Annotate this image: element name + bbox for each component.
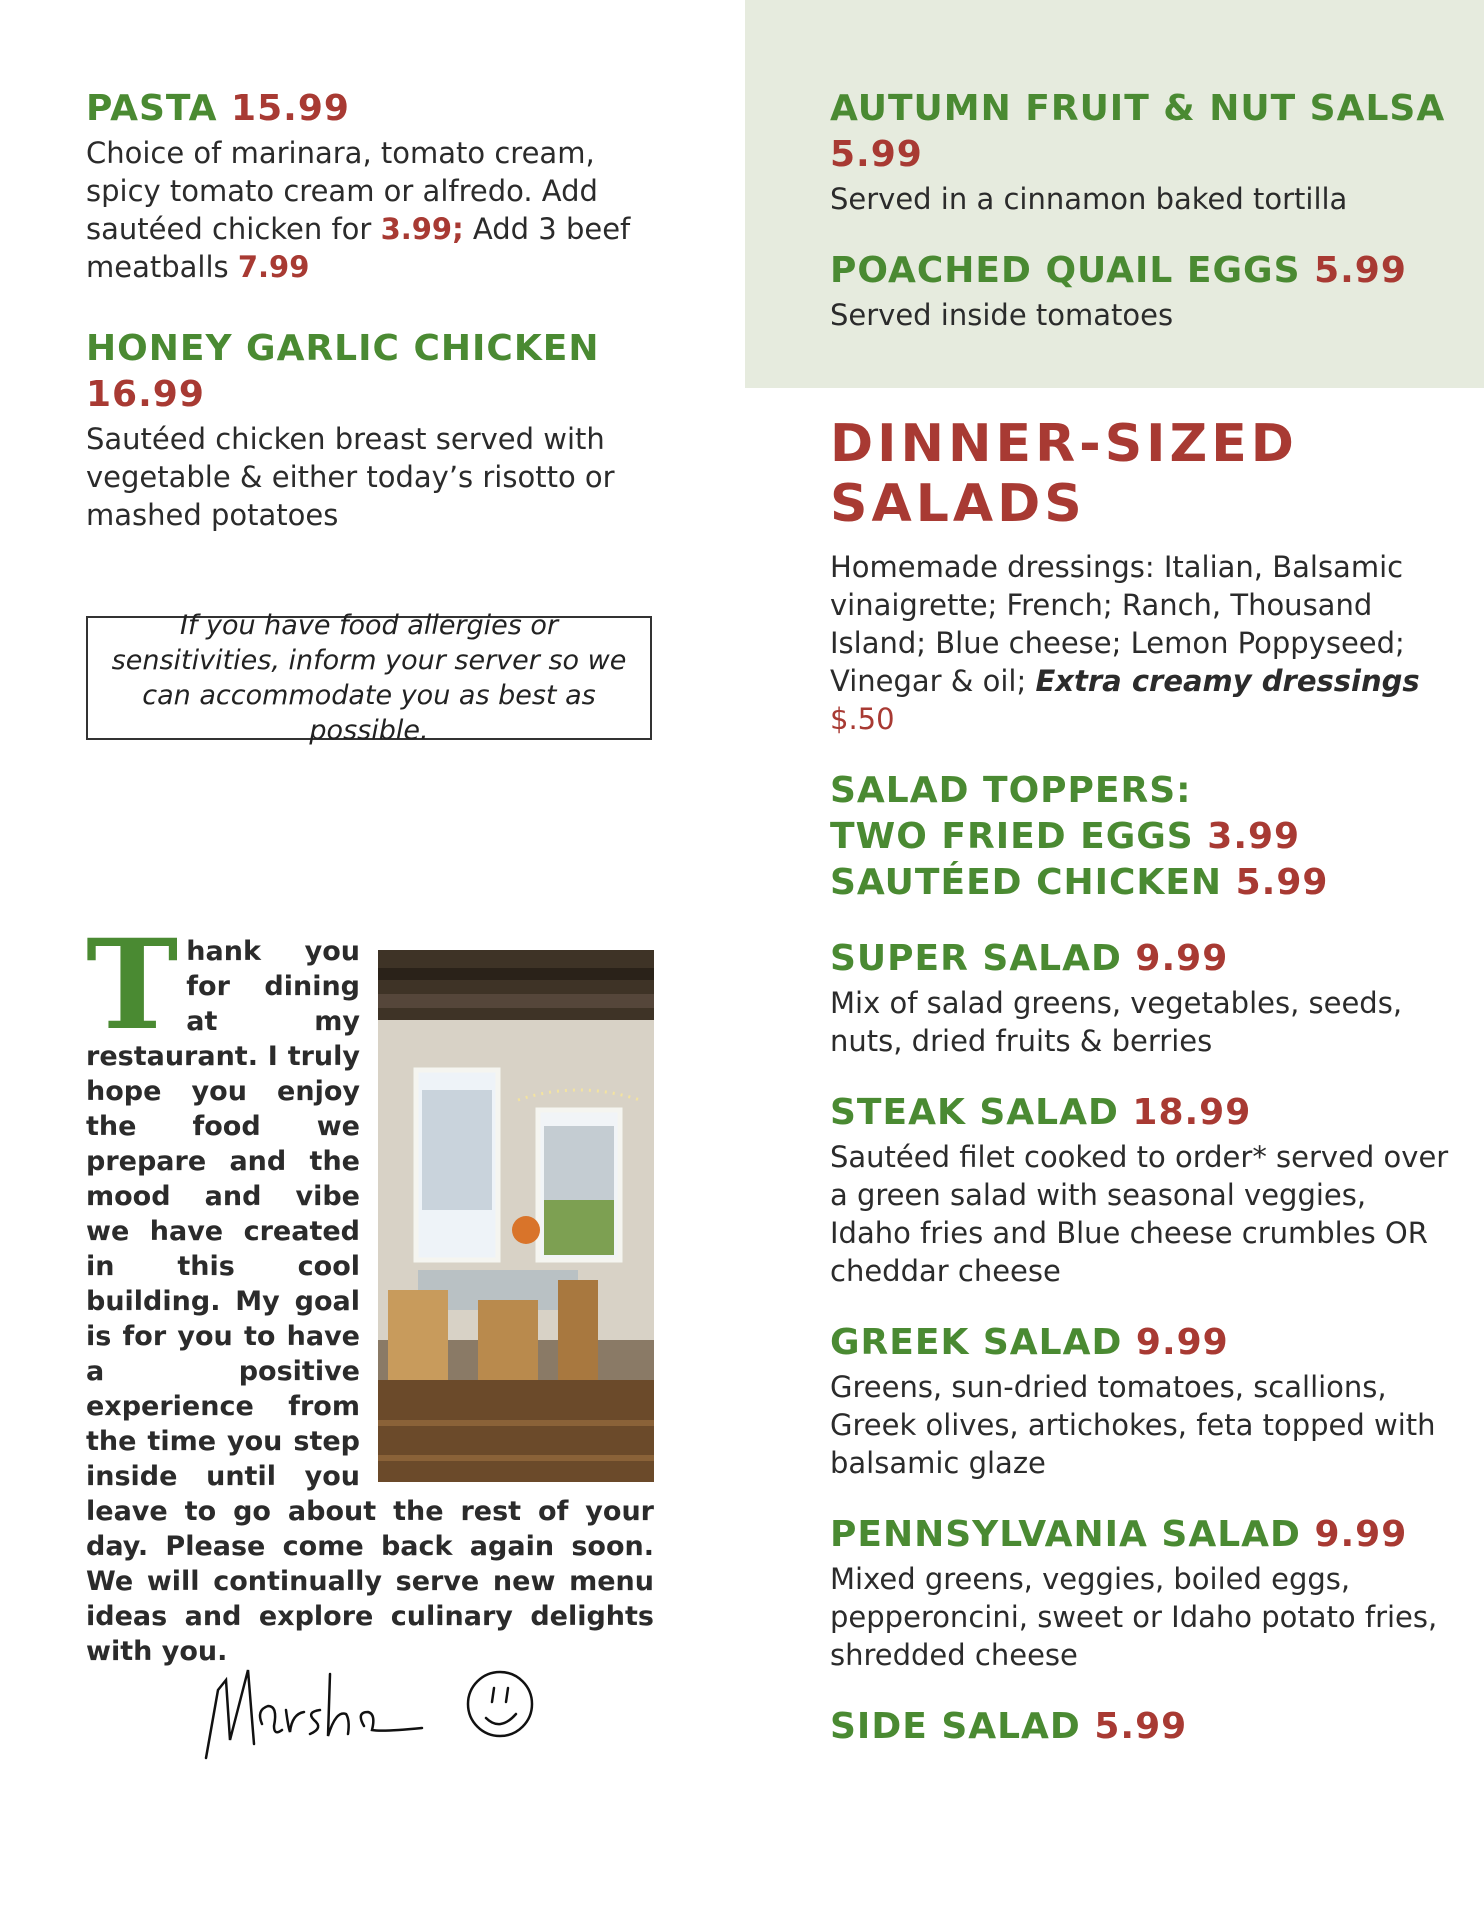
item-name: STEAK SALAD (830, 1092, 1119, 1133)
item-name: PASTA (86, 88, 218, 129)
menu-item-autumn-salsa (830, 86, 1450, 218)
item-price: 5.99 (1314, 250, 1407, 291)
item-price: 9.99 (1314, 1514, 1408, 1555)
item-title (830, 1320, 1450, 1366)
item-description: Served in a cinnamon baked tortilla (830, 182, 1348, 216)
menu-item-quail-eggs (830, 248, 1450, 334)
section-title: SALADS (830, 474, 1086, 534)
item-description: Mixed greens, veggies, boiled eggs, pepperoncini, sweet or Idaho potato fries, shredded cheese (830, 1562, 1438, 1672)
item-description: Sautéed chicken breast served with vegetable & either today’s risotto or mashed potatoes (86, 422, 615, 532)
item-description: Mix of salad greens, vegetables, seeds, nuts, dried fruits & berries (830, 986, 1403, 1058)
item-description (86, 134, 656, 286)
menu-item-pasta (86, 86, 656, 286)
item-title (830, 248, 1450, 294)
item-price: 3.99 (1207, 816, 1301, 857)
dropcap-letter: T (86, 913, 179, 1058)
left-column (86, 86, 656, 564)
item-name: PENNSYLVANIA SALAD (830, 1514, 1301, 1555)
item-title (830, 936, 1450, 982)
thank-you-note (86, 913, 654, 1669)
item-name: POACHED QUAIL EGGS (830, 250, 1301, 291)
item-price: 5.99 (1235, 862, 1329, 903)
allergy-notice (86, 610, 652, 746)
dressings-list (830, 548, 1450, 738)
menu-item-greek-salad (830, 1320, 1450, 1482)
item-description: Served inside tomatoes (830, 298, 1174, 332)
menu-item-honey-garlic-chicken (86, 326, 656, 534)
menu-item-steak-salad (830, 1090, 1450, 1290)
item-description: Sautéed filet cooked to order* served over a green salad with seasonal veggies, Idaho fries and Blue cheese crumbles OR cheddar cheese (830, 1140, 1449, 1288)
item-name: SIDE SALAD (830, 1706, 1081, 1747)
item-title (830, 1512, 1450, 1558)
thank-you-text: hank you for dining at my restaurant. I truly hope you enjoy the food we prepare and the mood and vibe we have created in this cool building. My goal is for you to have a positive experience from the time you step inside until you leave to go about the rest of your day. Please come back again soon. We will continually serve new menu ideas and explore culinary delights with you. (86, 936, 654, 1667)
topper-chicken (830, 860, 1450, 906)
chicken-addon-price: 3.99; (380, 212, 464, 246)
item-price: 16.99 (86, 374, 205, 415)
item-price: 9.99 (1135, 1322, 1229, 1363)
dressings-text: Homemade dressings: Italian, Balsamic vinaigrette; French; Ranch, Thousand Island; Blue cheese; Lemon Poppyseed; Vinegar & oil; (830, 550, 1405, 698)
salads-section (830, 414, 1450, 1750)
item-price: 9.99 (1135, 938, 1229, 979)
signature (196, 1640, 556, 1770)
item-name: SAUTÉED CHICKEN (830, 862, 1223, 903)
menu-item-pennsylvania-salad (830, 1512, 1450, 1674)
extra-creamy-label: Extra creamy dressings (1035, 664, 1420, 698)
restaurant-photo (378, 950, 654, 1482)
item-title (830, 1090, 1450, 1136)
item-title (830, 1704, 1450, 1750)
item-price: 18.99 (1132, 1092, 1252, 1133)
item-name: SUPER SALAD (830, 938, 1122, 979)
salad-toppers (830, 768, 1450, 906)
item-name: AUTUMN FRUIT & NUT SALSA (830, 88, 1446, 129)
meatball-addon-price: 7.99 (237, 250, 310, 284)
section-title: DINNER-SIZED (830, 414, 1298, 474)
item-title (86, 86, 656, 132)
item-price: 5.99 (1094, 1706, 1188, 1747)
item-price: 5.99 (830, 134, 923, 175)
item-name: GREEK SALAD (830, 1322, 1123, 1363)
item-name: HONEY GARLIC CHICKEN (86, 328, 600, 369)
desc-text: Add 3 beef meatballs (86, 212, 631, 284)
item-name: TWO FRIED EGGS (830, 816, 1194, 857)
item-description: Greens, sun-dried tomatoes, scallions, Greek olives, artichokes, feta topped with balsamic glaze (830, 1370, 1436, 1480)
desc-text: Choice of marinara, tomato cream, spicy tomato cream or alfredo. Add sautéed chicken for (86, 136, 598, 246)
item-price: 15.99 (231, 88, 350, 129)
menu-item-side-salad (830, 1704, 1450, 1750)
toppers-heading: SALAD TOPPERS: (830, 770, 1192, 811)
topper-eggs (830, 814, 1450, 860)
right-column (830, 86, 1450, 1780)
item-title (830, 86, 1450, 178)
menu-item-super-salad (830, 936, 1450, 1060)
extra-creamy-price: $.50 (830, 702, 895, 736)
allergy-notice-text: If you have food allergies or sensitivities, inform your server so we can accommodate you as best as possible. (111, 610, 627, 746)
